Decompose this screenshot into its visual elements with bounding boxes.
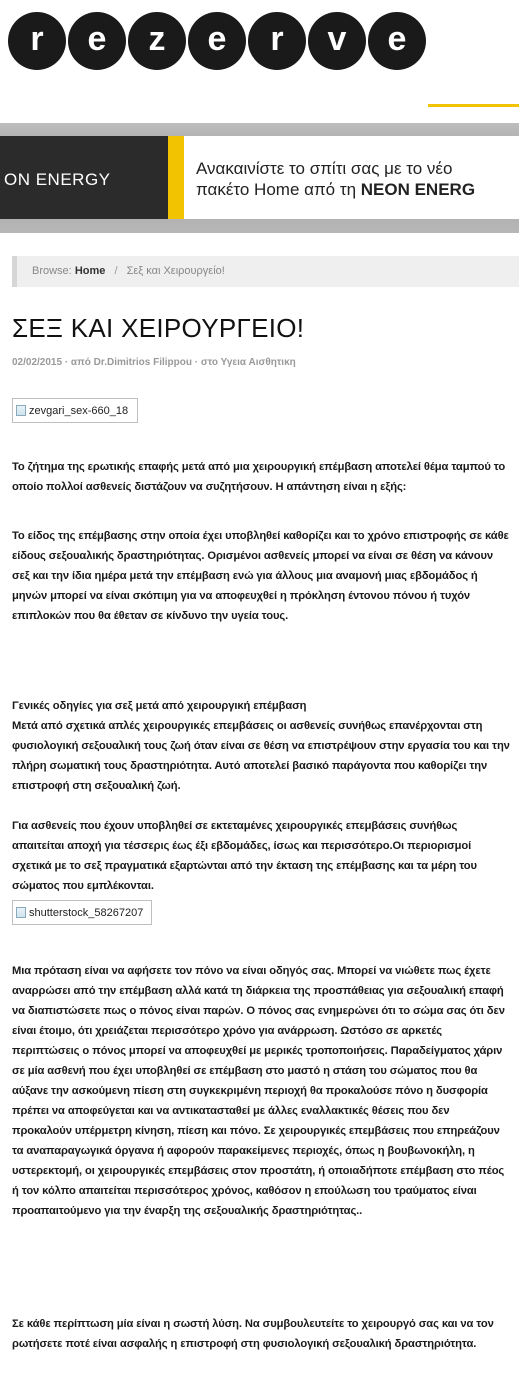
logo-letter-circle <box>8 12 66 70</box>
paragraph-5: Μια πρόταση είναι να αφήσετε τον πόνο να είναι οδηγός σας. Μπορεί να νιώθετε πως έχετε αναρρώσει από την επέμβαση αλλά κατά τη διάρκεια της προσπάθειας για σεξουαλική επαφή να διαπιστώσετε πως ο πόνος είναι παρών. Ο πόνος σας ενημερώνει ότι το σώμα σας ότι δεν είναι έτοιμο, ότι χρειάζεται περισσότερο χρόνο για ανάρρωση. Ωστόσο σε αρκετές περιπτώσεις ο πόνος μπορεί να αποφευχθεί με μερικές τροποποιήσεις. Παραδείγματος χάριν σε μία ασθενή που έχει υποβληθεί σε επέμβαση στο μαστό η στάση του σώματος που θα αύξανε την ασκούμενη πίεση στη συγκεκριμένη περιοχή θα προκαλούσε πόνο η δυσφορία πρέπει να αποφεύγεται και να αντικατασταθεί με άλλες εναλλακτικές θέσεις που δεν προκαλούν υπέρμετρη κίνηση, πίεση και πόνο. Σε χειρουργικές επεμβάσεις που επηρεάζουν τα αναπαραγωγικά όργανα ή αφορούν παρακείμενες περιοχές, όπως η βουβωνοκήλη, η υστερεκτομή, οι χειρουργικές επεμβάσεις στον προστάτη, ή οποιαδήποτε επέμβαση στο πέος ή τον κόλπο απαιτείται περισσότερος χρόνος, καθόσον η επούλωση του τραύματος είναι προαπαιτούμενο για την έναρξη της σεξουαλικής δραστηριότητας.. <box>12 965 505 1217</box>
ad-banner[interactable] <box>0 123 519 233</box>
page-title: ΣΕΞ ΚΑΙ ΧΕΙΡΟΥΡΓΕΙΟ! <box>12 313 305 343</box>
subheading: Γενικές οδηγίες για σεξ μετά από χειρουργική επέμβαση <box>12 700 307 712</box>
logo-letter: v <box>327 20 347 58</box>
paragraph-3: Μετά από σχετικά απλές χειρουργικές επεμβάσεις οι ασθενείς συνήθως επανέρχονται στη φυσιολογική σεξουαλική τους ζωή όταν είναι σε θέση να επιστρέψουν στην εργασία του και την πλήρη σωματική τους δραστηριότητα. Αυτό αποτελεί βασικό παράγοντα που καθορίζει την επιστροφή στη σεξουαλική ζωή. <box>12 720 510 792</box>
breadcrumb-separator: / <box>114 265 118 277</box>
ad-line-1: Ανακαινίστε το σπίτι σας με το νέο <box>196 159 453 178</box>
logo-letter-circle <box>248 12 306 70</box>
ad-line-2-brand: NEON ENERG <box>360 180 476 199</box>
ad-line-2-text: πακέτο Home από τη <box>196 180 361 199</box>
logo-letter-circle <box>368 12 426 70</box>
breadcrumb-prefix: Browse: <box>32 265 72 277</box>
paragraph-2: Το είδος της επέμβασης στην οποία έχει υποβληθεί καθορίζει και το χρόνο επιστροφής σε κάθε είδους σεξουαλικής δραστηριότητας. Ορισμένοι ασθενείς μπορεί να είναι σε θέση να κάνουν σεξ και την ίδια ημέρα μετά την επέμβαση ενώ για άλλους μια αναμονή μιας εβδομάδος ή μηνών μπορεί να είναι σκόπιμη για να αποφευχθεί η πρόκληση έντονου πόνου ή τυχόν επιπλοκών που θα έθεταν σε κίνδυνο την υγεία τους. <box>12 530 509 622</box>
ad-brand-block <box>0 136 168 219</box>
broken-image-icon <box>16 907 26 918</box>
article-image-1 <box>12 398 138 423</box>
ad-banner-inner[interactable] <box>0 136 519 219</box>
logo-letter: e <box>87 20 107 58</box>
image-2-alt: shutterstock_58267207 <box>29 906 144 919</box>
breadcrumb-current: Σεξ και Χειρουργείο! <box>126 265 225 277</box>
breadcrumb <box>12 256 519 287</box>
logo-letter: r <box>270 20 284 58</box>
ad-line-2 <box>196 179 475 200</box>
post-meta: 02/02/2015 · από Dr.Dimitrios Filippou · στο Υγεια Αισθητικη <box>12 357 296 368</box>
ad-text <box>196 158 475 200</box>
paragraph-6: Σε κάθε περίπτωση μία είναι η σωστή λύση. Να συμβουλευτείτε το χειρουργό σας και να τον ρωτήσετε ποτέ είναι ασφαλής η επιστροφή στη φυσιολογική σεξουαλική δραστηριότητα. <box>12 1318 494 1350</box>
ad-yellow-strip <box>168 136 184 219</box>
logo-letter-circle <box>68 12 126 70</box>
paragraph-1: Το ζήτημα της ερωτικής επαφής μετά από μια χειρουργική επέμβαση αποτελεί θέμα ταμπού το οποίο πολλοί ασθενείς διστάζουν να συζητήσουν. Η απάντηση είναι η εξής: <box>12 461 506 493</box>
logo-accent-line <box>428 104 519 107</box>
breadcrumb-home-link[interactable]: Home <box>74 265 106 277</box>
logo-letter: r <box>30 20 44 58</box>
logo-letter: z <box>148 20 166 58</box>
logo-letter: e <box>387 20 407 58</box>
image-1-alt: zevgari_sex-660_18 <box>29 404 129 417</box>
logo-letter: e <box>207 20 227 58</box>
site-logo[interactable] <box>8 12 426 70</box>
logo-letter-circle <box>128 12 186 70</box>
logo-letter-circle <box>308 12 366 70</box>
article-image-2 <box>12 900 152 925</box>
broken-image-icon <box>16 405 26 416</box>
ad-brand-text: ON ENERGY <box>4 170 111 189</box>
paragraph-4: Για ασθενείς που έχουν υποβληθεί σε εκτεταμένες χειρουργικές επεμβάσεις συνήθως απαιτείται αποχή για τέσσερις έως έξι εβδομάδες, ίσως και περισσότερο.Οι περιορισμοί σχετικά με το σεξ πραγματικά εξαρτώνται από την έκταση της επέμβασης και τα μέρη του σώματος που εμπλέκονται. <box>12 820 477 892</box>
logo-letter-circle <box>188 12 246 70</box>
